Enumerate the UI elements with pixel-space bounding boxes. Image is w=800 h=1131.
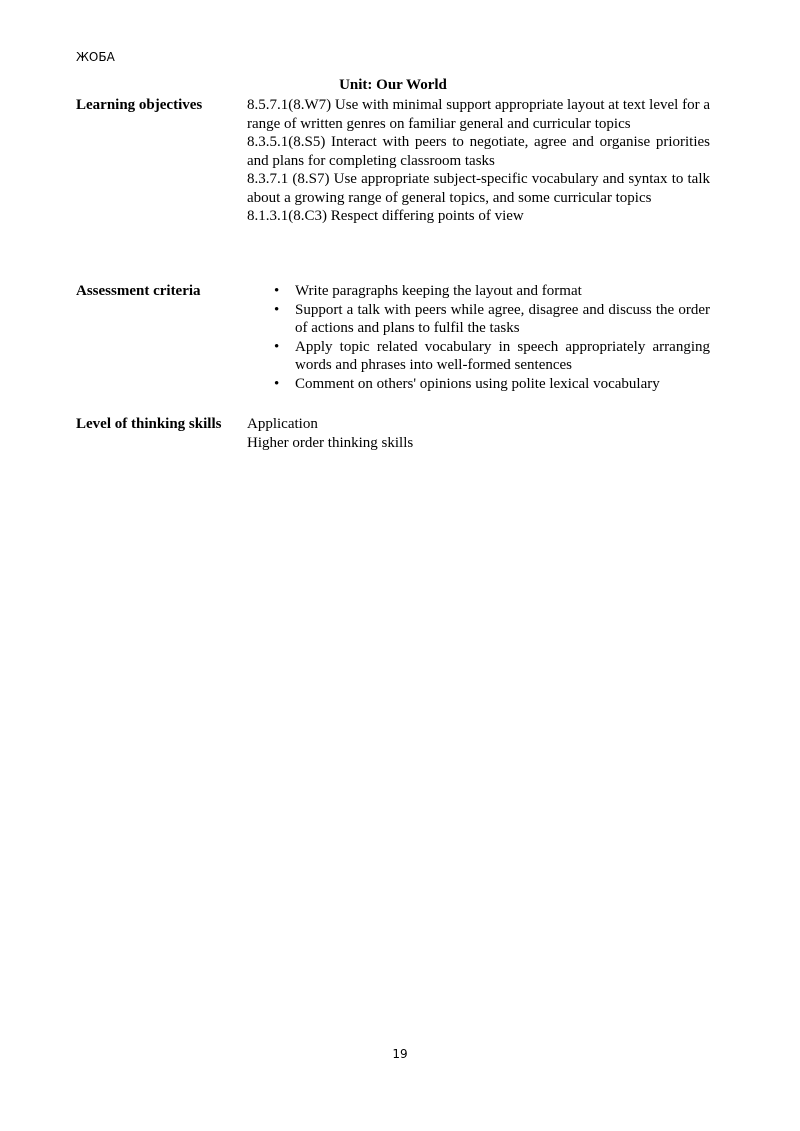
criteria-text: Apply topic related vocabulary in speech appropriately arranging words and phrases into well-formed sentences [295,338,710,373]
objective-item: 8.1.3.1(8.C3) Respect differing points of view [247,208,524,224]
header-label: ЖОБА [76,50,115,64]
unit-title: Unit: Our World [339,77,447,93]
criteria-text: Comment on others' opinions using polite lexical vocabulary [295,375,660,392]
learning-objectives-label: Learning objectives [76,97,203,113]
bullet-icon: • [274,338,280,355]
objective-item: 8.3.5.1(8.S5) Interact with peers to negotiate, agree and organise priorities and plans for completing classroom tasks [247,134,710,169]
bullet-icon: • [274,301,280,318]
bullet-icon: • [274,283,280,299]
criteria-item [247,282,710,301]
criteria-text: Write paragraphs keeping the layout and format [295,283,582,299]
page-number: 19 [392,1047,408,1061]
learning-objectives-list [247,96,710,226]
criteria-item [247,301,710,338]
criteria-item [247,375,710,394]
thinking-skill-item: Application [247,416,318,432]
thinking-skill-item: Higher order thinking skills [247,434,414,451]
bullet-icon: • [274,375,280,392]
criteria-item [247,338,710,375]
assessment-criteria-label: Assessment criteria [76,283,201,299]
thinking-skills-label: Level of thinking skills [76,416,222,432]
objective-item: 8.5.7.1(8.W7) Use with minimal support appropriate layout at text level for a range of written genres on familiar general and curricular topics [247,97,710,132]
assessment-criteria-list [247,282,710,393]
objective-item: 8.3.7.1 (8.S7) Use appropriate subject-specific vocabulary and syntax to talk about a growing range of general topics, and some curricular topics [247,171,710,206]
criteria-text: Support a talk with peers while agree, disagree and discuss the order of actions and plans to fulfil the tasks [295,301,710,336]
thinking-skills-list [247,415,710,452]
